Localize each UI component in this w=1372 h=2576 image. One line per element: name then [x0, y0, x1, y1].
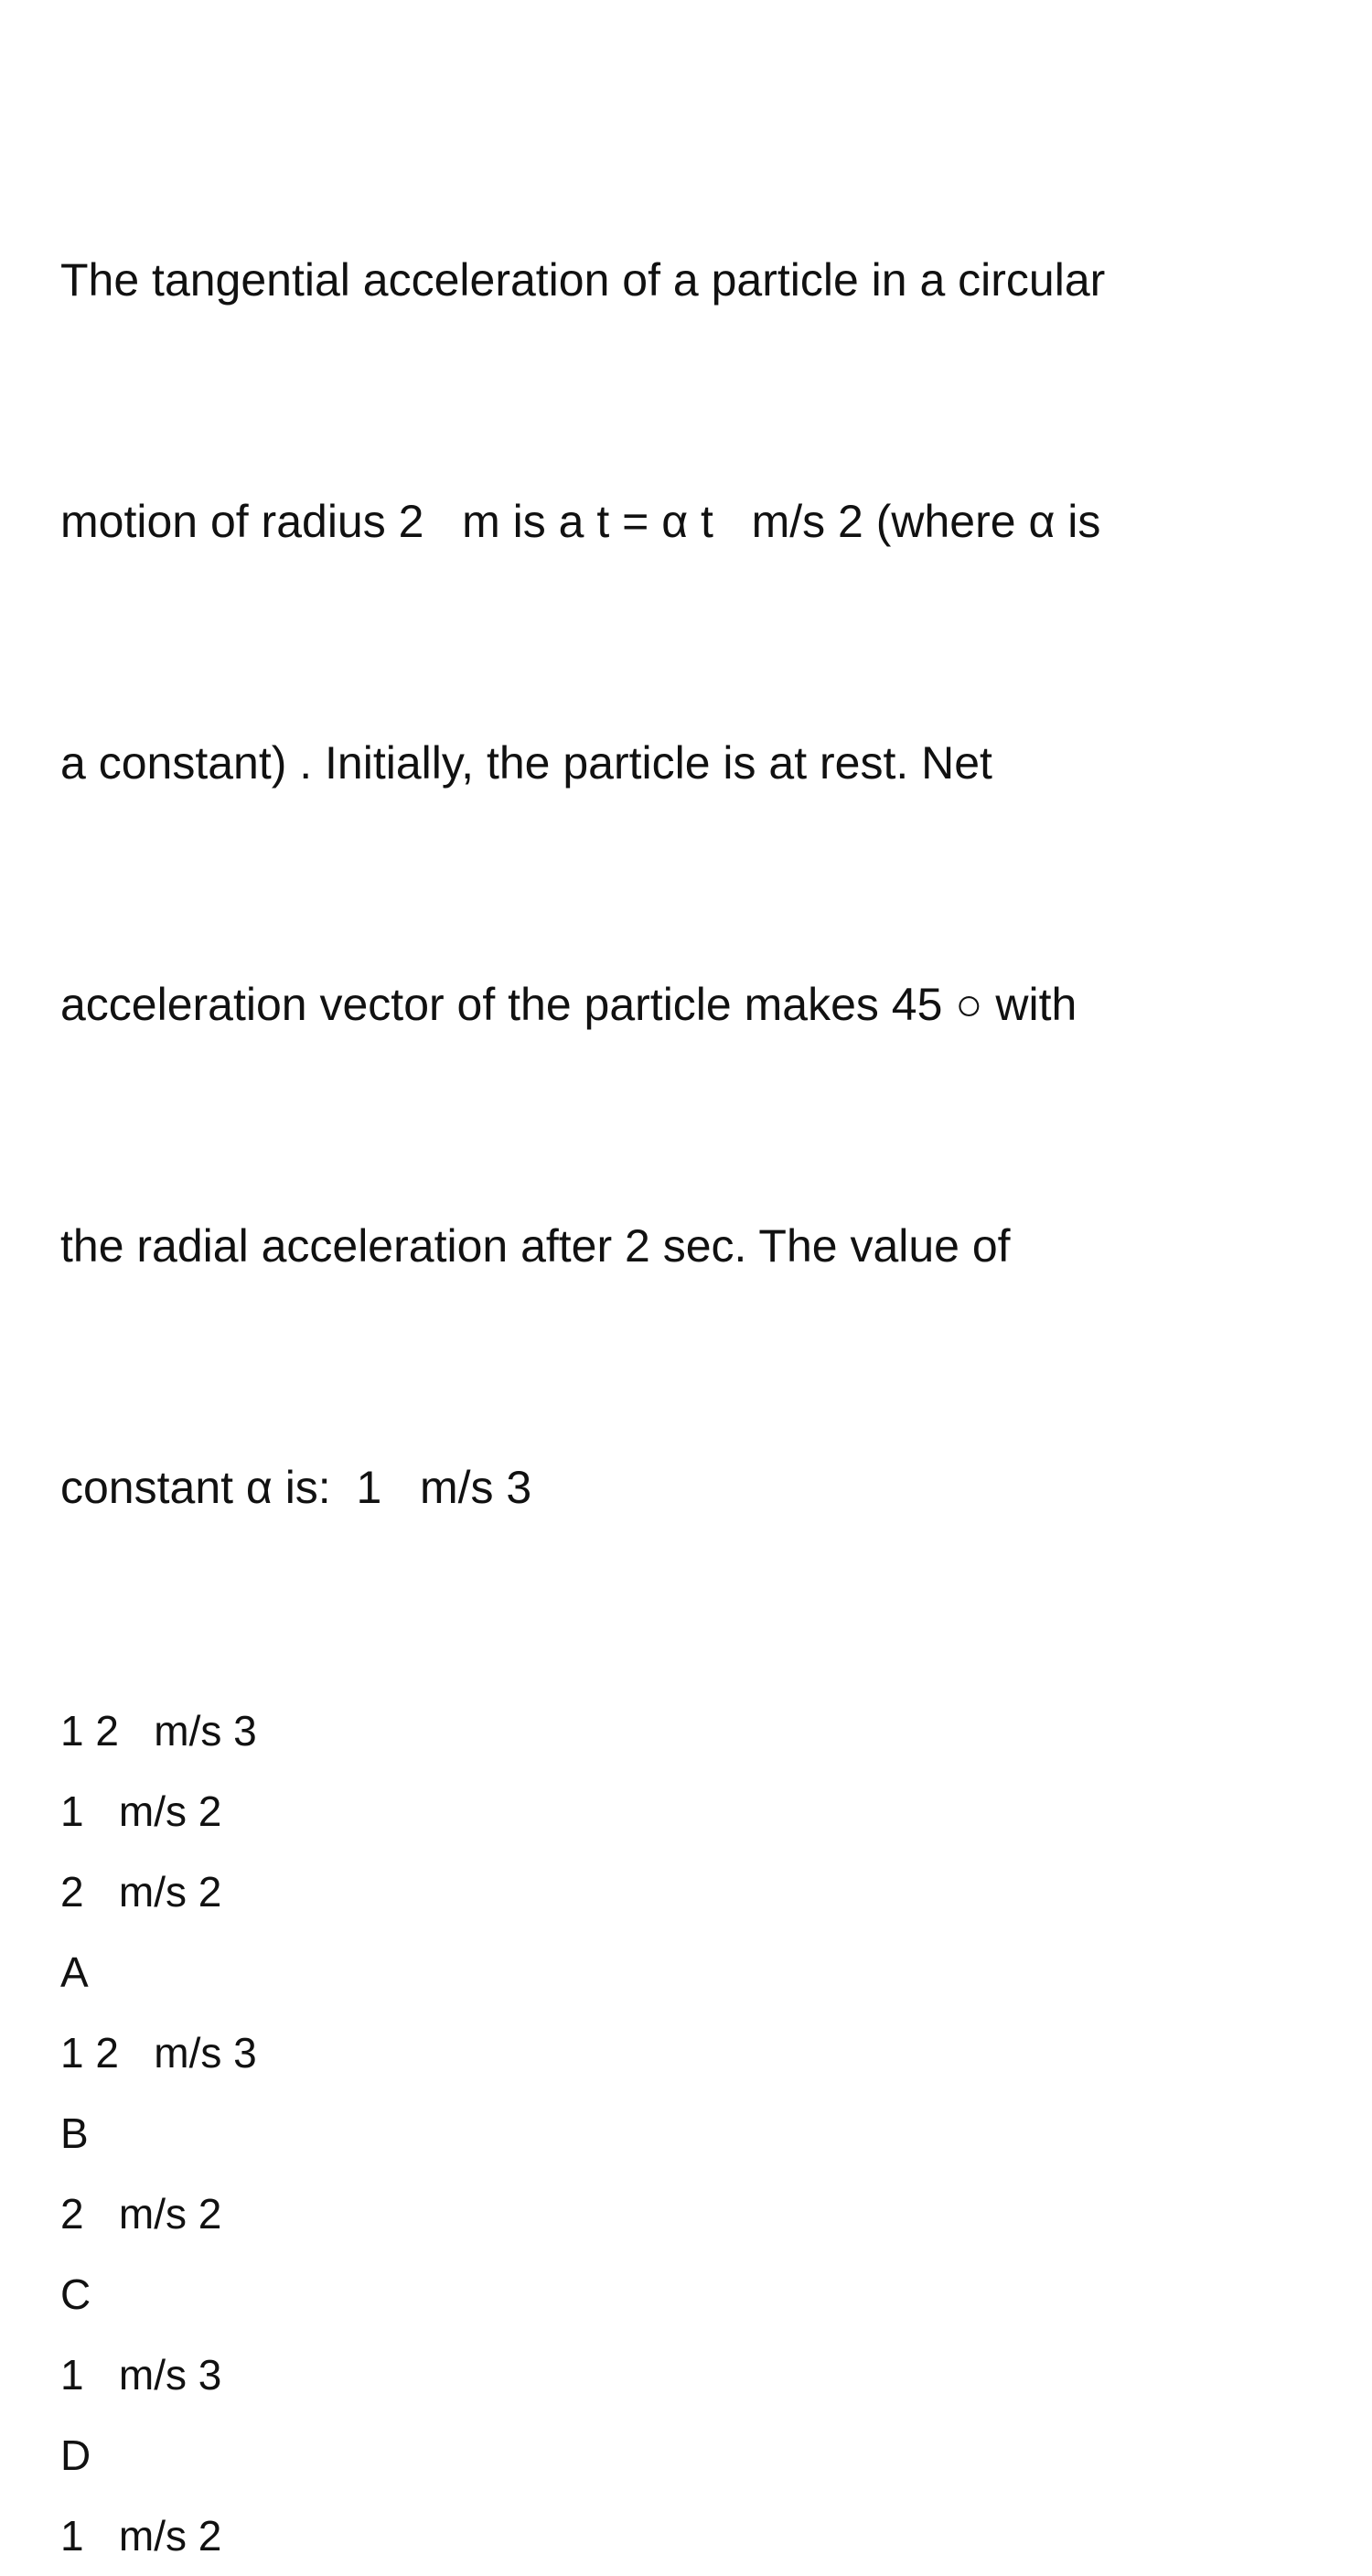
question-text [60, 77, 1323, 1690]
option-d[interactable] [60, 2415, 1323, 2576]
question-line-4: acceleration vector of the particle makes 45 ○ with [60, 979, 1077, 1030]
option-b[interactable] [60, 2093, 1323, 2254]
question-line-1: The tangential acceleration of a particle in a circular [60, 254, 1106, 306]
question-line-2: motion of radius 2 m is a t = α t m/s 2 (where α is [60, 496, 1101, 547]
option-a-letter: A [60, 1948, 89, 1996]
question-line-5: the radial acceleration after 2 sec. The value of [60, 1220, 1011, 1272]
inline-option-3: 2 m/s 2 [60, 1868, 222, 1916]
option-a-value: 1 2 m/s 3 [60, 2029, 257, 2077]
option-c-letter: C [60, 2270, 91, 2318]
option-a[interactable] [60, 1932, 1323, 2093]
option-b-value: 2 m/s 2 [60, 2190, 222, 2238]
option-c[interactable] [60, 2254, 1323, 2415]
question-line-6: constant α is: 1 m/s 3 [60, 1462, 532, 1513]
question-page [60, 77, 1323, 2576]
question-line-3: a constant) . Initially, the particle is at rest. Net [60, 737, 992, 789]
option-c-value: 1 m/s 3 [60, 2351, 222, 2399]
inline-option-2: 1 m/s 2 [60, 1787, 222, 1835]
option-b-letter: B [60, 2109, 89, 2157]
option-d-value: 1 m/s 2 [60, 2512, 222, 2560]
inline-option-1: 1 2 m/s 3 [60, 1707, 257, 1755]
option-d-letter: D [60, 2431, 91, 2479]
